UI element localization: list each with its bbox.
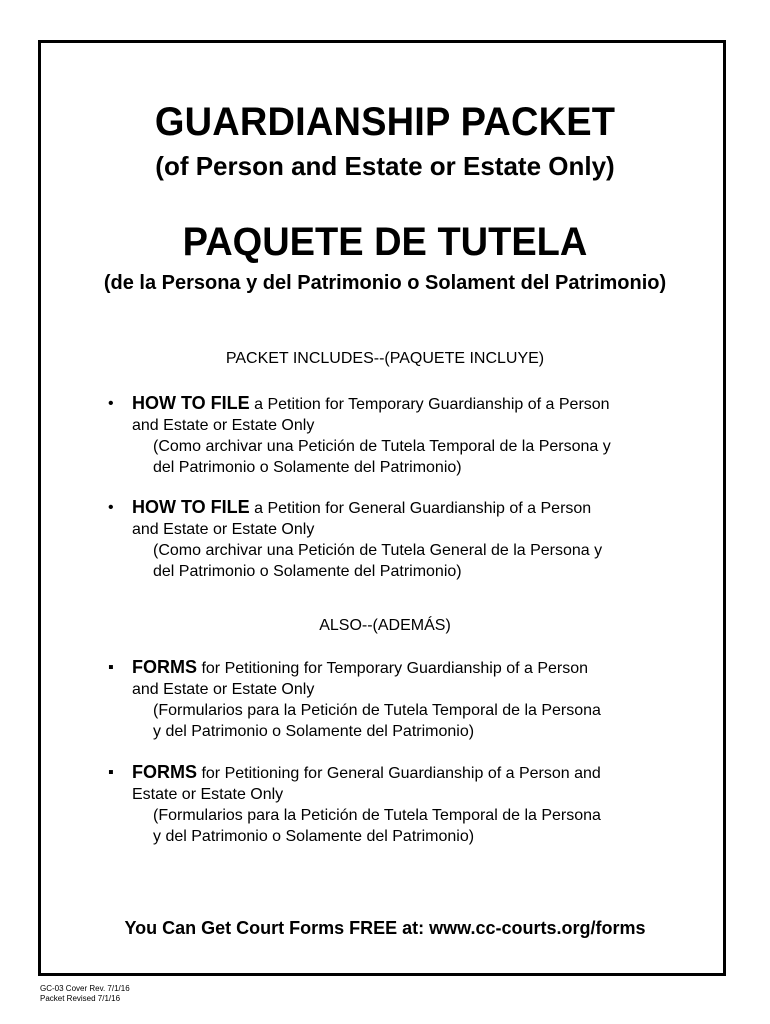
subtitle-english: (of Person and Estate or Estate Only) [155, 151, 615, 181]
item-spanish: del Patrimonio o Solamente del Patrimonio) [153, 563, 462, 580]
item-line: Estate or Estate Only [132, 786, 284, 803]
bullet-icon: • [108, 395, 114, 412]
revision-line: Packet Revised 7/1/16 [40, 994, 121, 1003]
item-line [132, 393, 712, 415]
includes-heading: PACKET INCLUDES--(PAQUETE INCLUYE) [225, 350, 545, 367]
forms-item [108, 762, 712, 847]
forms-item [108, 657, 712, 742]
title-spanish: PAQUETE DE TUTELA [182, 220, 588, 264]
item-spanish: y del Patrimonio o Solamente del Patrimonio) [153, 828, 475, 845]
item-line: and Estate or Estate Only [132, 417, 315, 434]
revision-line: GC-03 Cover Rev. 7/1/16 [40, 984, 130, 993]
item-spanish: (Formularios para la Petición de Tutela Temporal de la Persona [153, 702, 601, 719]
item-text: for Petitioning for General Guardianship of a Person and [197, 765, 601, 782]
item-line: and Estate or Estate Only [132, 681, 315, 698]
item-lead: FORMS [132, 657, 197, 677]
bullet-icon: • [108, 499, 114, 516]
square-bullet-icon: ▪ [108, 659, 114, 676]
item-line: and Estate or Estate Only [132, 521, 315, 538]
item-spanish: y del Patrimonio o Solamente del Patrimonio) [153, 723, 475, 740]
item-lead: HOW TO FILE [132, 497, 250, 517]
includes-item [108, 393, 712, 478]
also-heading: ALSO--(ADEMÁS) [319, 617, 451, 634]
item-lead: FORMS [132, 762, 197, 782]
item-spanish: (Como archivar una Petición de Tutela Temporal de la Persona y [153, 438, 611, 455]
item-line [132, 497, 712, 519]
item-text: a Petition for General Guardianship of a Person [249, 500, 592, 517]
item-line [132, 762, 712, 784]
item-spanish: del Patrimonio o Solamente del Patrimonio) [153, 459, 462, 476]
court-forms-notice: You Can Get Court Forms FREE at: www.cc-courts.org/forms [124, 918, 646, 938]
square-bullet-icon: ▪ [108, 764, 114, 781]
subtitle-spanish: (de la Persona y del Patrimonio o Solament del Patrimonio) [103, 272, 667, 294]
item-lead: HOW TO FILE [132, 393, 250, 413]
item-line [132, 657, 712, 679]
item-text: for Petitioning for Temporary Guardianship of a Person [197, 660, 589, 677]
item-text: a Petition for Temporary Guardianship of a Person [249, 396, 610, 413]
title-english: GUARDIANSHIP PACKET [154, 100, 616, 144]
item-spanish: (Como archivar una Petición de Tutela General de la Persona y [153, 542, 603, 559]
item-spanish: (Formularios para la Petición de Tutela Temporal de la Persona [153, 807, 601, 824]
includes-item [108, 497, 712, 582]
revision-info [40, 984, 130, 1004]
